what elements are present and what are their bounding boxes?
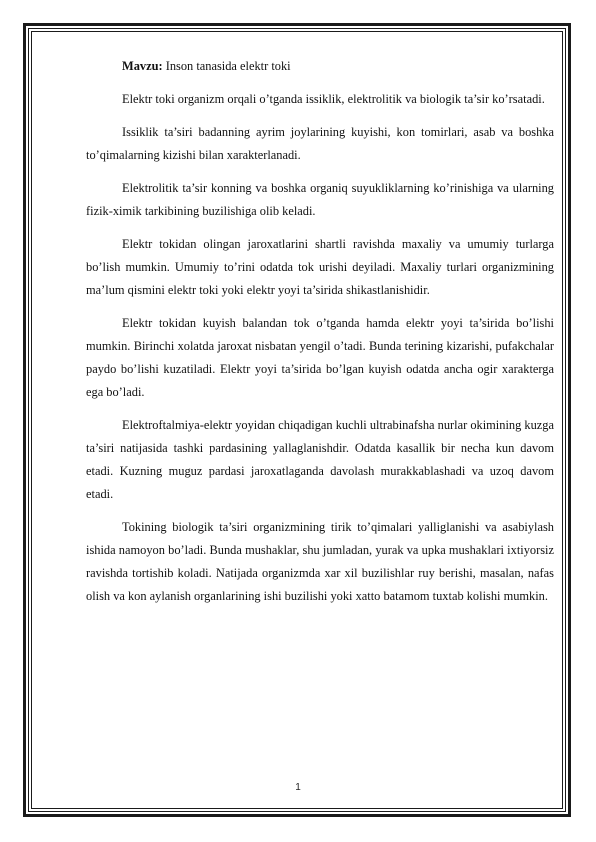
topic-label: Mavzu: <box>122 59 163 73</box>
page-number: 1 <box>295 782 301 793</box>
topic-title: Inson tanasida elektr toki <box>162 59 291 73</box>
paragraph-6: Elektroftalmiya-elektr yoyidan chiqadigan kuchli ultrabinafsha nurlar okimining kuzga ta’siri natijasida tashki pardasining yallaglanishdir. Odatda kasallik bir necha kun davom etadi. Kuzning muguz pardasi jaroxatlaganda davolash murakkablashadi va uzoq davom etadi. <box>86 418 554 501</box>
paragraph-4: Elektr tokidan olingan jaroxatlarini shartli ravishda maxaliy va umumiy turlarga bo’lish mumkin. Umumiy to’rini odatda tok urishi deyiladi. Maxaliy turlari organizmining ma’lum qismini elektr toki yoki elektr yoyi ta’sirida shikastlanishidir. <box>86 237 554 297</box>
paragraph-3: Elektrolitik ta’sir konning va boshka organiq suyukliklarning ko’rinishiga va ularning fizik-ximik tarkibining buzilishiga olib keladi. <box>86 181 554 218</box>
paragraph-1: Elektr toki organizm orqali o’tganda issiklik, elektrolitik va biologik ta’sir ko’rsatadi. <box>122 92 545 106</box>
paragraph-5: Elektr tokidan kuyish balandan tok o’tganda hamda elektr yoyi ta’sirida bo’lishi mumkin. Birinchi xolatda jaroxat nisbatan yengil o’tadi. Bunda terining kizarishi, pufakchalar paydo bo’lishi kuzatiladi. Elektr yoyi ta’sirida bo’lgan kuyish odatda ancha ogir xarakterga ega bo’ladi. <box>86 316 554 399</box>
paragraph-2: Issiklik ta’siri badanning ayrim joylarining kuyishi, kon tomirlari, asab va boshka to’qimalarning kizishi bilan xarakterlanadi. <box>86 125 554 162</box>
document-body <box>86 55 554 618</box>
topic-line <box>86 55 554 78</box>
paragraph-7: Tokining biologik ta’siri organizmining tirik to’qimalari yalliglanishi va asabiylash ishida namoyon bo’ladi. Bunda mushaklar, shu jumladan, yurak va upka mushaklari ixtiyorsiz ravishda tortishib koladi. Natijada organizmda xar xil buzilishlar ruy berishi, masalan, nafas olish va kon aylanish organlarining ishi buzilishi yoki xatto batamom tuxtab kolishi mumkin. <box>86 520 554 603</box>
